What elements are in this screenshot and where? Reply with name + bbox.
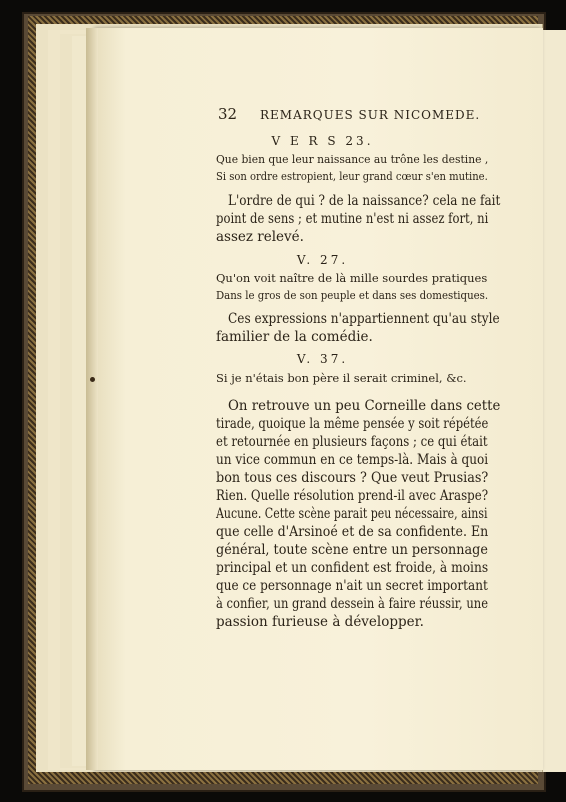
prose-line: Rien. Quelle résolution prend-il avec Araspe? bbox=[216, 488, 489, 504]
verse-line: Si son ordre estropient, leur grand cœur s'en mutine. bbox=[216, 169, 488, 183]
prose-line: Aucune. Cette scène parait peu nécessaire, ainsi bbox=[216, 506, 488, 522]
verse-heading: V. 37. bbox=[296, 352, 349, 366]
verse-heading: V. 27. bbox=[296, 253, 349, 267]
prose-line: bon tous ces discours ? Que veut Prusias? bbox=[216, 470, 489, 486]
ink-spot bbox=[90, 377, 95, 382]
prose-line: Ces expressions n'appartiennent qu'au style bbox=[228, 311, 500, 327]
verse-line: Que bien que leur naissance au trône les destine , bbox=[216, 152, 489, 166]
prose-line: un vice commun en ce temps-là. Mais à quoi bbox=[216, 452, 489, 468]
prose-line: général, toute scène entre un personnage bbox=[216, 542, 488, 558]
prose-line: assez relevé. bbox=[216, 229, 304, 245]
facing-page-edge bbox=[543, 30, 566, 772]
prose-line: et retournée en plusieurs façons ; ce qui était bbox=[216, 434, 488, 450]
verse-line: Dans le gros de son peuple et dans ses domestiques. bbox=[216, 288, 489, 302]
prose-line: L'ordre de qui ? de la naissance? cela ne fait bbox=[228, 193, 501, 209]
prose-line: à confier, un grand dessein à faire réussir, une bbox=[216, 596, 489, 612]
verse-heading: V E R S 23. bbox=[271, 134, 374, 148]
page-gutter bbox=[86, 28, 98, 770]
prose-line: que celle d'Arsinoé et de sa confidente. En bbox=[216, 524, 489, 540]
verse-line: Si je n'étais bon père il serait criminel, &c. bbox=[216, 371, 467, 385]
prose-line: familier de la comédie. bbox=[216, 329, 373, 345]
prose-line: tirade, quoique la même pensée y soit répétée bbox=[216, 416, 489, 432]
page-number: 32 bbox=[218, 105, 238, 123]
prose-line: passion furieuse à développer. bbox=[216, 614, 424, 630]
prose-line: On retrouve un peu Corneille dans cette bbox=[228, 398, 501, 414]
prose-line: point de sens ; et mutine n'est ni assez fort, ni bbox=[216, 211, 489, 227]
running-title: REMARQUES SUR NICOMEDE. bbox=[260, 108, 481, 122]
prose-line: principal et un confident est froide, à moins bbox=[216, 560, 489, 576]
prose-line: que ce personnage n'ait un secret important bbox=[216, 578, 488, 594]
verse-line: Qu'on voit naître de là mille sourdes pratiques bbox=[216, 271, 488, 285]
